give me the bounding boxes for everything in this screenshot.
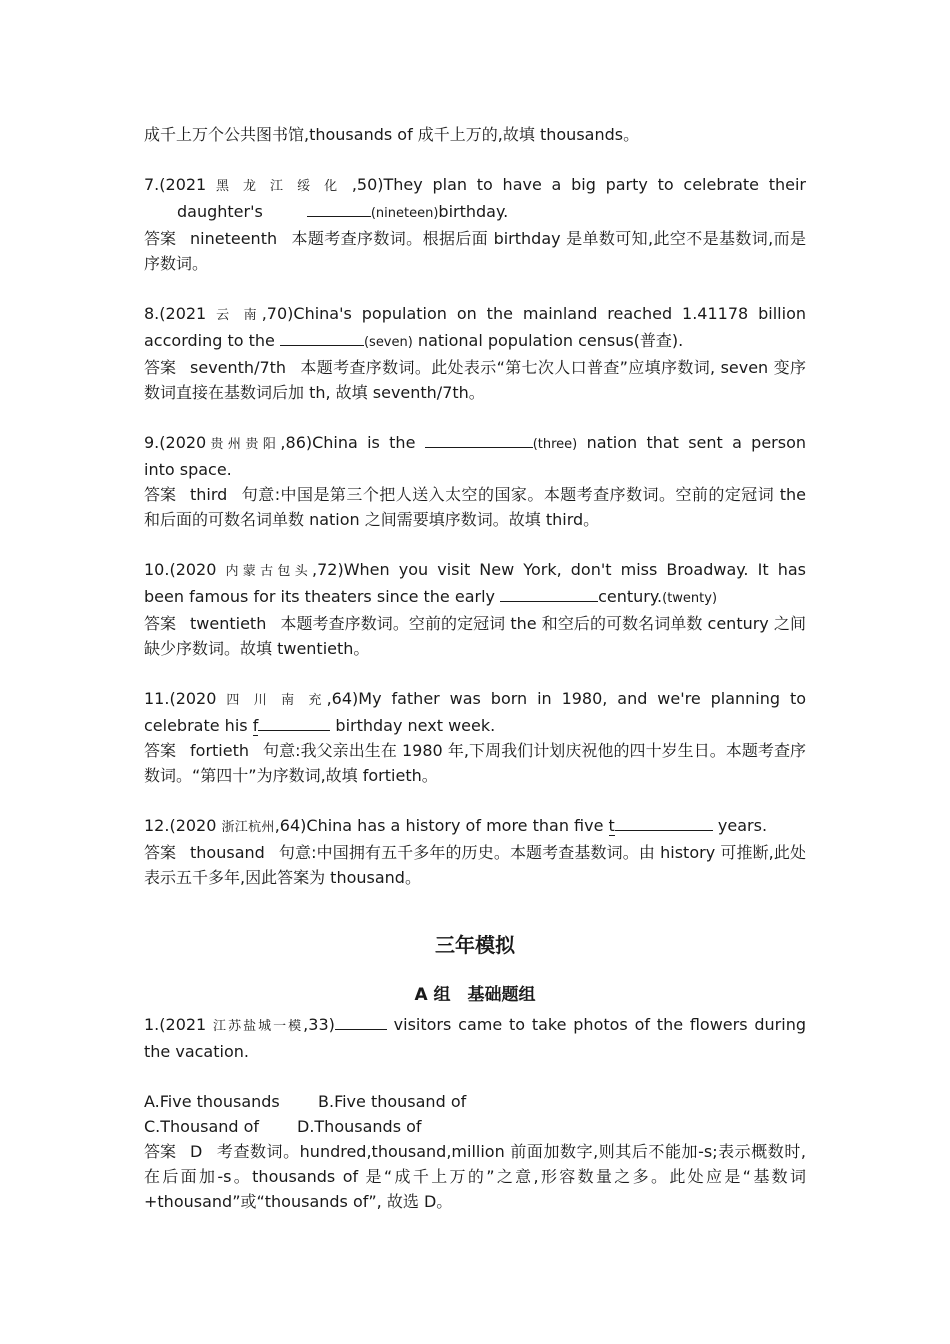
question-8 <box>144 301 806 405</box>
answer-blank <box>335 1012 387 1030</box>
mock-question-1 <box>144 1012 806 1214</box>
answer-block <box>144 738 806 788</box>
question-source: 浙江杭州 <box>221 820 275 835</box>
question-stem <box>144 686 806 713</box>
question-7 <box>144 172 806 276</box>
answer-blank <box>280 328 364 346</box>
question-text: ,72)When you visit New York, don't miss Broadway. It has <box>312 560 806 579</box>
initial-letter: t <box>608 816 615 835</box>
hint-word: (nineteen) <box>370 206 439 221</box>
answer-block <box>144 840 806 890</box>
answer-key: D <box>190 1142 203 1161</box>
question-stem-continued: the vacation. <box>144 1042 249 1061</box>
answer-blank <box>258 713 330 731</box>
question-stem <box>144 172 806 199</box>
hint-word: (three) <box>532 437 578 452</box>
question-12 <box>144 813 806 890</box>
answer-block <box>144 482 806 532</box>
answer-blank <box>425 430 533 448</box>
option-a: A.Five thousands <box>144 1092 280 1111</box>
answer-explanation: 本题考查序数词。空前的定冠词 the 和空后的可数名词单数 century 之间缺少序数词。故填 twentieth。 <box>144 614 806 658</box>
question-text: ,50)They plan to have a big party to celebrate their <box>351 175 807 194</box>
question-number: 12.(2020 <box>144 816 217 835</box>
answer-label: 答案 <box>144 229 177 248</box>
hint-word: (seven) <box>363 335 413 350</box>
answer-block <box>144 226 806 276</box>
group-title: A 组 基础题组 <box>414 985 536 1005</box>
section-title: 三年模拟 <box>435 933 515 957</box>
question-text: visitors came to take photos of the flowers during <box>393 1015 806 1034</box>
answer-key: twentieth <box>190 614 267 633</box>
answer-key: seventh/7th <box>190 358 287 377</box>
answer-block <box>144 611 806 661</box>
question-number: 1.(2021 <box>144 1015 207 1034</box>
question-stem-continued: according to the (seven) national population census(普查). <box>144 328 806 355</box>
option-d: D.Thousands of <box>297 1117 422 1136</box>
answer-explanation: 句意:中国拥有五千多年的历史。本题考查基数词。由 history 可推断,此处表示五千多年,因此答案为 thousand。 <box>144 843 806 887</box>
question-number: 7.(2021 <box>144 175 207 194</box>
question-number: 10.(2020 <box>144 560 217 579</box>
answer-blank <box>307 199 371 217</box>
question-source: 贵州贵阳 <box>206 437 281 452</box>
question-text: ,64)My father was born in 1980, and we're planning to <box>326 689 807 708</box>
question-stem: 9.(2020贵州贵阳,86)China is the (three) nation that sent a person <box>144 430 806 457</box>
question-source: 四 川 南 充 <box>226 693 327 708</box>
question-source: 云 南 <box>216 308 262 323</box>
answer-key: fortieth <box>190 741 249 760</box>
answer-explanation: 句意:我父亲出生在 1980 年,下周我们计划庆祝他的四十岁生日。本题考查序数词。“第四十”为序数词,故填 fortieth。 <box>144 741 806 785</box>
question-stem <box>144 557 806 584</box>
question-10 <box>144 557 806 661</box>
question-text: ,64)China has a history of more than five <box>274 816 604 835</box>
option-b: B.Five thousand of <box>318 1092 467 1111</box>
answer-label: 答案 <box>144 614 177 633</box>
option-c: C.Thousand of <box>144 1117 260 1136</box>
question-number: 8.(2021 <box>144 304 207 323</box>
options-row-2 <box>144 1114 806 1139</box>
answer-label: 答案 <box>144 358 177 377</box>
initial-letter: f <box>252 716 259 735</box>
answer-block <box>144 355 806 405</box>
answer-block <box>144 1139 806 1214</box>
answer-key: thousand <box>190 843 265 862</box>
answer-explanation: 本题考查序数词。根据后面 birthday 是单数可知,此空不是基数词,而是序数词。 <box>144 229 806 273</box>
answer-key: third <box>190 485 228 504</box>
question-stem-continued: into space. <box>144 460 232 479</box>
intro-line: 成千上万个公共图书馆,thousands of 成千上万的,故填 thousands。 <box>144 125 640 144</box>
answer-label: 答案 <box>144 1142 177 1161</box>
question-source: 黑 龙 江 绥 化 <box>215 179 343 194</box>
question-stem: 12.(2020 浙江杭州,64)China has a history of more than five t years. <box>144 813 806 840</box>
options-row-1 <box>144 1089 806 1114</box>
answer-label: 答案 <box>144 843 177 862</box>
question-stem: 1.(2021 江苏盐城一模,33) visitors came to take photos of the flowers during <box>144 1012 806 1039</box>
answer-explanation: 考查数词。hundred,thousand,million 前面加数字,则其后不能加-s;表示概数时,在后面加-s。thousands of 是“成千上万的”之意,形容数量之多。此处应是“基数词+thousand”或“thousands of”, 故选 D。 <box>144 1142 806 1211</box>
question-source: 内蒙古包头 <box>225 564 313 579</box>
question-stem-continued: daughter's (nineteen)birthday. <box>144 199 806 226</box>
question-9 <box>144 430 806 532</box>
answer-explanation: 本题考查序数词。此处表示“第七次人口普查”应填序数词, seven 变序数词直接在基数词后加 th, 故填 seventh/7th。 <box>144 358 806 402</box>
question-stem <box>144 301 806 328</box>
answer-blank <box>615 813 713 831</box>
question-text: ,70)China's population on the mainland reached 1.41178 billion <box>261 304 806 323</box>
question-source: 江苏盐城一模 <box>213 1019 304 1034</box>
document-content <box>144 122 806 1214</box>
answer-explanation: 句意:中国是第三个把人送入太空的国家。本题考查序数词。空前的定冠词 the 和后面的可数名词单数 nation 之间需要填序数词。故填 third。 <box>144 485 806 529</box>
question-stem-continued: been famous for its theaters since the early century.(twenty) <box>144 584 806 611</box>
question-number: 11.(2020 <box>144 689 217 708</box>
question-11 <box>144 686 806 788</box>
question-stem-continued: celebrate his f birthday next week. <box>144 713 806 738</box>
answer-label: 答案 <box>144 485 177 504</box>
answer-blank <box>500 584 598 602</box>
answer-label: 答案 <box>144 741 177 760</box>
hint-word: (twenty) <box>662 591 718 606</box>
question-number: 9.(2020 <box>144 433 207 452</box>
answer-key: nineteenth <box>190 229 278 248</box>
question-text: ,86)China is the <box>280 433 416 452</box>
